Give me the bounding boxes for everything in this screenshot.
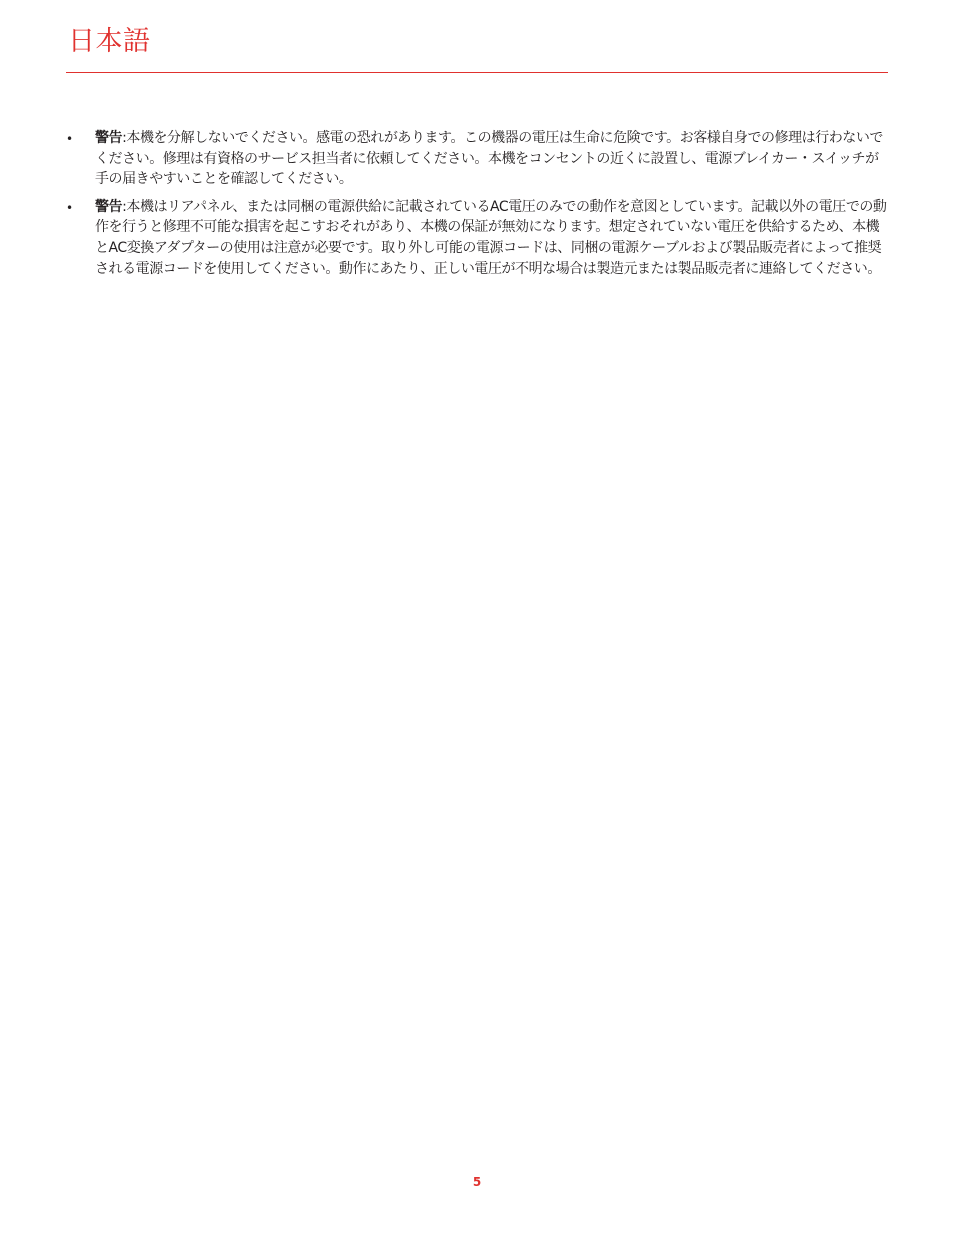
bullet-icon: • [66, 132, 73, 146]
page-title: 日本語 [68, 26, 151, 57]
title-divider [66, 72, 888, 73]
warning-label: 警告 [95, 198, 123, 215]
warning-text: 本機はリアパネル、または同梱の電源供給に記載されているAC電圧のみでの動作を意図としています。記載以外の電圧での動作を行うと修理不可能な損害を起こすおそれがあり、本機の保証が無効になります。想定されていない電圧を供給するため、本機とAC変換アダプターの使用は注意が必要です。取り外し可能の電源コードは、同梱の電源ケーブルおよび製品販売者によって推奨される電源コードを使用してください。動作にあたり、正しい電圧が不明な場合は製造元または製品販売者に連絡してください。 [95, 198, 887, 277]
warning-item [66, 197, 888, 279]
warning-text: 本機を分解しないでください。感電の恐れがあります。この機器の電圧は生命に危険です。お客様自身での修理は行わないでください。修理は有資格のサービス担当者に依頼してください。本機をコンセントの近くに設置し、電源ブレイカー・スイッチが手の届きやすいことを確認してください。 [95, 130, 883, 188]
page-number: 5 [472, 1175, 482, 1189]
warning-list [66, 128, 888, 286]
warning-separator: : [122, 198, 127, 215]
warning-item [66, 128, 888, 190]
warning-separator: : [122, 130, 127, 146]
bullet-icon: • [66, 200, 73, 215]
warning-label: 警告 [95, 130, 123, 146]
